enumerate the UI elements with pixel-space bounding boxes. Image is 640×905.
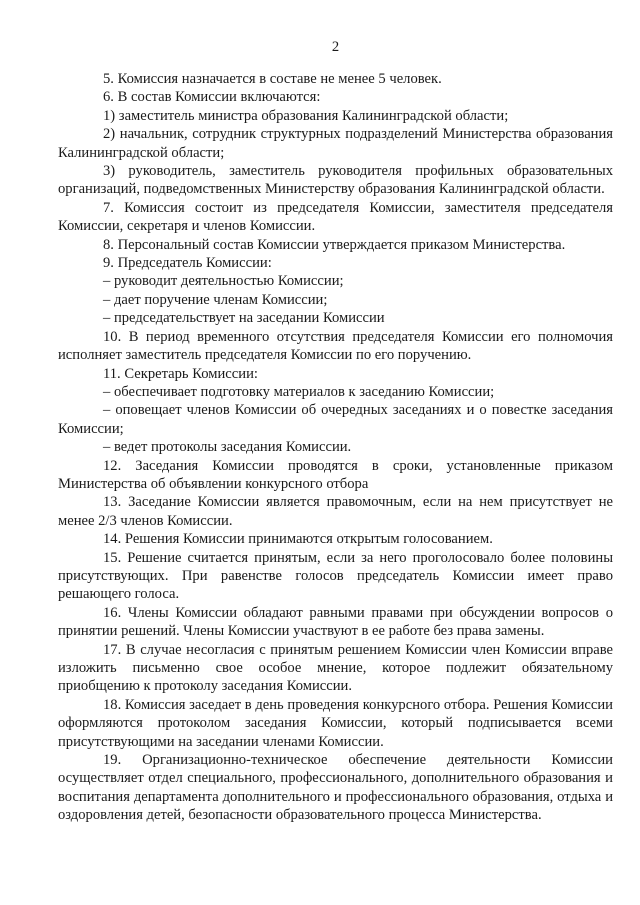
clause-8: 8. Персональный состав Комиссии утверждается приказом Министерства. — [103, 236, 566, 253]
clause-9: 9. Председатель Комиссии: — [103, 255, 272, 272]
clause-11-item: – оповещает членов Комиссии об очередных заседаниях и о повестке заседания Комиссии; — [58, 402, 613, 437]
page-number: 2 — [331, 39, 340, 55]
clause-16: 16. Члены Комиссии обладают равными правами при обсуждении вопросов о принятии решений. Члены Комиссии участвуют в ее работе без права замены. — [58, 604, 613, 640]
clause-11-item: – обеспечивает подготовку материалов к заседанию Комиссии; — [103, 383, 495, 400]
clause-9-item: – дает поручение членам Комиссии; — [103, 291, 328, 308]
clause-6-item-3: 3) руководитель, заместитель руководителя профильных образовательных организаций, подведомственных Министерству образования Калининградской области. — [58, 163, 613, 198]
clause-19: 19. Организационно-техническое обеспечение деятельности Комиссии осуществляет отдел специального, профессионального, дополнительного образования и воспитания департамента дополнительного и профессионального образования, отдыха и оздоровления детей, безопасности образовательного процесса Министерства. — [58, 752, 613, 824]
clause-6-item-1: 1) заместитель министра образования Калининградской области; — [103, 107, 509, 124]
clause-6: 6. В состав Комиссии включаются: — [103, 89, 321, 106]
clause-11-item: – ведет протоколы заседания Комиссии. — [103, 439, 352, 456]
clause-7: 7. Комиссия состоит из председателя Комиссии, заместителя председателя Комиссии, секретаря и членов Комиссии. — [58, 199, 613, 235]
clause-9-item: – руководит деятельностью Комиссии; — [103, 273, 344, 290]
clause-12: 12. Заседания Комиссии проводятся в сроки, установленные приказом Министерства об объявлении конкурсного отбора — [58, 457, 613, 492]
clause-11: 11. Секретарь Комиссии: — [103, 365, 258, 382]
clause-5: 5. Комиссия назначается в составе не менее 5 человек. — [103, 71, 442, 87]
clause-18: 18. Комиссия заседает в день проведения конкурсного отбора. Решения Комиссии оформляются протоколом заседания Комиссии, который подписывается всеми присутствующими на заседании членами Комиссии. — [58, 696, 613, 750]
clause-15: 15. Решение считается принятым, если за него проголосовало более половины присутствующих. При равенстве голосов председатель Комиссии имеет право решающего голоса. — [58, 549, 613, 603]
clause-6-item-2: 2) начальник, сотрудник структурных подразделений Министерства образования Калининградской области; — [58, 126, 613, 161]
clause-14: 14. Решения Комиссии принимаются открытым голосованием. — [103, 531, 493, 548]
clause-17: 17. В случае несогласия с принятым решением Комиссии член Комиссии вправе изложить письменно свое особое мнение, которое подлежит обязательному приобщению к протоколу заседания Комиссии. — [58, 641, 613, 695]
clause-13: 13. Заседание Комиссии является правомочным, если на нем присутствует не менее 2/3 членов Комиссии. — [58, 494, 613, 529]
clause-9-item: – председательствует на заседании Комиссии — [103, 310, 385, 327]
clause-10: 10. В период временного отсутствия председателя Комиссии его полномочия исполняет заместитель председателя Комиссии по его поручению. — [58, 328, 613, 364]
